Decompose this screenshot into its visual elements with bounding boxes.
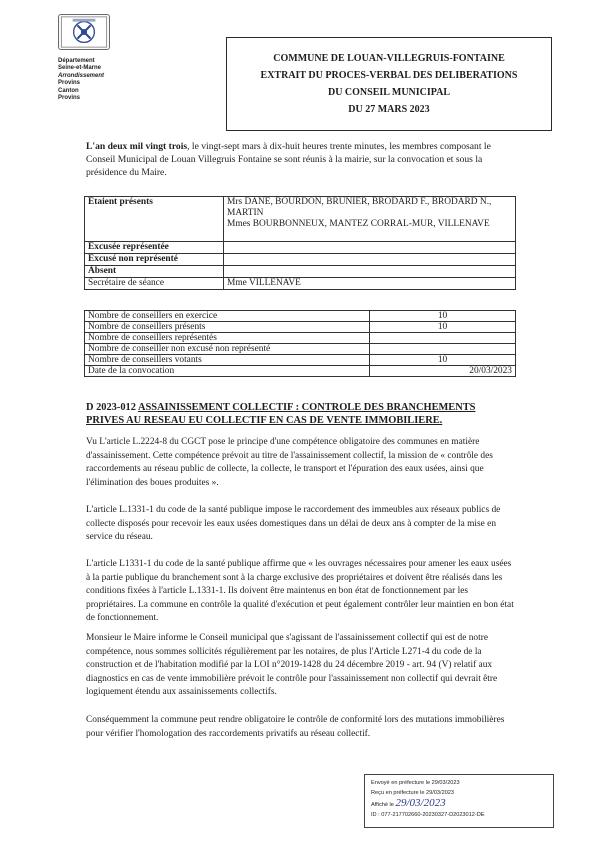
count-value [370,344,516,355]
deliberation-number: D 2023-012 [86,402,136,413]
count-label: Nombre de conseillers présents [85,322,370,333]
attendance-label: Absent [85,266,224,278]
attendance-value [224,254,516,266]
table-row [85,311,516,322]
count-value: 10 [370,311,516,322]
dept-line: Département [58,58,95,64]
table-row [85,333,516,344]
attendance-label: Etaient présents [85,197,224,242]
stamp-line: Envoyé en préfecture le 29/03/2023 [371,780,460,786]
table-row [85,242,516,254]
stamp-line: Reçu en préfecture le 29/03/2023 [371,790,455,796]
count-value: 10 [370,322,516,333]
prefecture-stamp [364,774,554,828]
count-label: Nombre de conseillers en exercice [85,311,370,322]
dept-line: Seine-et-Marne [58,65,102,72]
intro-paragraph [86,140,514,179]
count-label: Nombre de conseillers représentés [85,333,370,344]
count-value [370,333,516,344]
table-row [85,355,516,366]
paragraph: L'article L1331-1 du code de la santé publique affirme que « les ouvrages nécessaires pour amener les eaux usées à la partie publique du branchement sont à la charge exclusive des propriétaires et doivent être réalisés dans les conditions fixées à l'article L.1331-1. Ils doivent être maintenus en bon état de fonctionnement par les propriétaires. La commune en contrôle la qualité d'exécution et peut également contrôler leur maintien en bon état de fonctionnement. [86,559,514,623]
intro-lead: L'an deux mil vingt trois [86,141,188,152]
title-line: COMMUNE DE LOUAN-VILLEGRUIS-FONTAINE [273,53,505,64]
deliberation-title: ASSAINISSEMENT COLLECTIF : CONTROLE DES BRANCHEMENTS PRIVES AU RESEAU EU COLLECTIF EN CAS DE VENTE IMMOBILIERE. [86,402,476,426]
attendance-table [84,196,516,290]
commune-logo [58,14,110,50]
count-label: Nombre de conseiller non excusé non représenté [85,344,370,355]
dept-line: Canton [58,87,79,94]
title-line: DU 27 MARS 2023 [348,104,430,115]
attendance-label: Secrétaire de séance [85,278,224,290]
counts-table [84,310,516,377]
attendance-label: Excusé non représenté [85,254,224,266]
count-label: Nombre de conseillers votants [85,355,370,366]
table-row [85,254,516,266]
table-row [85,266,516,278]
paragraph: Vu L'article L.2224-8 du CGCT pose le principe d'une compétence obligatoire des communes en matière d'assainissement. Cette compétence prévoit au titre de l'assainissement collectif, la mission de « contrôle des raccordements au réseau public de collecte, la collecte, le transport et l'épuration des eaux usées, ainsi que l'élimination des boues produites ». [86,437,493,488]
title-line: DU CONSEIL MUNICIPAL [327,87,451,98]
dept-line: Arrondissement [58,72,105,79]
intro-text: , le vingt-sept mars à dix-huit heures trente minutes, les membres composant le Conseil Municipal de Louan Villegruis Fontaine se sont réunis à la mairie, sur la convocation et sous la présidence du Maire. [86,141,491,178]
attendance-value: Mrs DANE, BOURDON, BRUNIER, BRODARD F., BRODARD N., MARTIN Mmes BOURBONNEUX, MANTEZ CORRAL-MUR, VILLENAVE [224,197,516,242]
table-row [85,197,516,242]
paragraph: L'article L.1331-1 du code de la santé publique impose le raccordement des immeubles aux réseaux publics de collecte disposés pour recevoir les eaux usées domestiques dans un délai de deux ans à compter de la mise en service du réseau. [86,505,501,542]
table-row [85,366,516,377]
dept-line: Provins [58,80,81,87]
attendance-label: Excusée représentée [85,242,224,254]
table-row [85,322,516,333]
table-row [85,344,516,355]
document-title-box [226,37,552,131]
count-label: Date de la convocation [85,366,370,377]
dept-line: Provins [58,95,81,102]
stamp-label: Affiché le [371,802,394,808]
stamp-handwritten-date: 29/03/2023 [395,797,446,809]
department-block [58,58,104,102]
count-value: 10 [370,355,516,366]
attendance-value [224,266,516,278]
title-line: EXTRAIT DU PROCES-VERBAL DES DELIBERATIONS [260,70,518,81]
paragraph: Conséquemment la commune peut rendre obligatoire le contrôle de conformité lors des mutations immobilières pour vérifier l'homologation des raccordements privatifs au réseau collectif. [86,715,505,739]
table-row [85,278,516,290]
attendance-value [224,242,516,254]
attendance-value: Mme VILLENAVE [224,278,516,290]
stamp-line [371,798,547,810]
count-value: 20/03/2023 [370,366,516,377]
deliberation-heading [86,402,516,427]
paragraph: Monsieur le Maire informe le Conseil municipal que s'agissant de l'assainissement collectif qui est de notre compétence, nous sommes sollicités régulièrement par les notaires, de plus l'Article L271-4 du code de la construction et de l'habitation modifié par la LOI n°2019-1428 du 24 décembre 2019 - art. 94 (V) relatif aux diagnostics en cas de vente immobilière prévoit le contrôle pour l'assainissement non collectif qui devrait être logiquement étendu aux assainissements collectifs. [86,633,498,697]
stamp-line: ID : 077-217702660-20230327-D2023012-DE [371,812,485,818]
